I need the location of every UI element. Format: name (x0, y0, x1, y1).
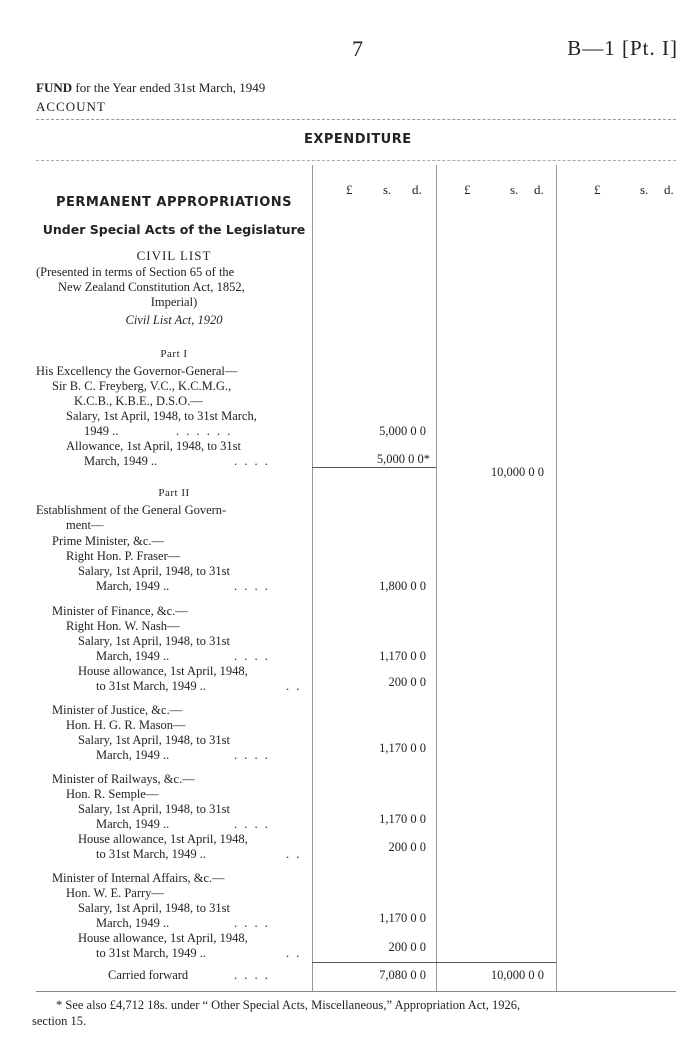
fund-title (36, 80, 265, 96)
internal-affairs-line-2: Hon. W. E. Parry— (66, 886, 164, 900)
internal-affairs-line-3: Salary, 1st April, 1948, to 31st (78, 901, 230, 915)
civil-list-heading: CIVIL LIST (136, 248, 212, 263)
governor-allowance-amount: 5,000 0 0* (376, 452, 430, 466)
presented-line-2: New Zealand Constitution Act, 1852, (58, 280, 245, 294)
railways-line-1: Minister of Railways, &c.— (52, 772, 195, 786)
justice-line-4: March, 1949 .. (96, 748, 170, 762)
col1-pence: d. (412, 182, 422, 197)
finance-salary-amount: 1,170 0 0 (379, 649, 426, 663)
justice-amount: 1,170 0 0 (379, 741, 426, 755)
allowance-leader: . . . . (234, 454, 270, 468)
column-divider-3 (556, 165, 557, 991)
salary-line-1: Salary, 1st April, 1948, to 31st March, (66, 409, 257, 423)
finance-line-4: March, 1949 .. (96, 649, 170, 663)
special-acts-heading: Under Special Acts of the Legislature (42, 222, 306, 237)
col3-pence: d. (664, 182, 674, 197)
col1-shilling: s. (383, 182, 392, 197)
prime-minister-line-1: Prime Minister, &c.— (52, 534, 164, 548)
page-number: 7 (352, 36, 363, 61)
col3-pound: £ (594, 182, 601, 197)
carried-forward-col1: 7,080 0 0 (379, 968, 426, 982)
footnote-rule (36, 991, 676, 992)
justice-line-2: Hon. H. G. R. Mason— (66, 718, 186, 732)
col1-pound: £ (346, 182, 353, 197)
governor-salary-amount: 5,000 0 0 (379, 424, 426, 438)
governor-line-3: K.C.B., K.B.E., D.S.O.— (74, 394, 203, 408)
finance-line-6: to 31st March, 1949 .. (96, 679, 207, 693)
establishment-line-2: ment— (66, 518, 104, 532)
justice-line-1: Minister of Justice, &c.— (52, 703, 183, 717)
prime-minister-leader: . . . . (234, 579, 270, 593)
allowance-line-1: Allowance, 1st April, 1948, to 31st (66, 439, 241, 453)
finance-leader-2: . . (286, 679, 302, 693)
finance-house-amount: 200 0 0 (388, 675, 426, 689)
internal-affairs-leader-2: . . (286, 946, 302, 960)
prime-minister-line-4: March, 1949 .. (96, 579, 170, 593)
justice-line-3: Salary, 1st April, 1948, to 31st (78, 733, 230, 747)
part-1-subtotal-rule (312, 467, 436, 468)
civil-list-act: Civil List Act, 1920 (125, 313, 223, 327)
railways-line-6: to 31st March, 1949 .. (96, 847, 207, 861)
prime-minister-line-3: Salary, 1st April, 1948, to 31st (78, 564, 230, 578)
allowance-line-2: March, 1949 .. (84, 454, 158, 468)
railways-line-4: March, 1949 .. (96, 817, 170, 831)
internal-affairs-line-4: March, 1949 .. (96, 916, 170, 930)
carried-forward-leader: . . . . (234, 968, 270, 982)
fund-title-bold: FUND (36, 80, 73, 95)
internal-affairs-house-amount: 200 0 0 (388, 940, 426, 954)
railways-line-3: Salary, 1st April, 1948, to 31st (78, 802, 230, 816)
internal-affairs-salary-amount: 1,170 0 0 (379, 911, 426, 925)
establishment-line-1: Establishment of the General Govern- (36, 503, 227, 517)
carried-forward-rule (312, 962, 556, 963)
footnote-line-2: section 15. (32, 1014, 87, 1028)
internal-affairs-line-1: Minister of Internal Affairs, &c.— (52, 871, 225, 885)
table-top-rule (36, 160, 676, 161)
account-label: ACCOUNT (36, 99, 106, 114)
part-1-subtotal: 10,000 0 0 (490, 465, 544, 479)
expenditure-heading: EXPENDITURE (304, 132, 412, 147)
salary-leader: . . . . . . (176, 424, 233, 438)
column-divider-2 (436, 165, 437, 991)
internal-affairs-line-5: House allowance, 1st April, 1948, (78, 931, 248, 945)
prime-minister-amount: 1,800 0 0 (379, 579, 426, 593)
col2-shilling: s. (510, 182, 519, 197)
governor-line-2: Sir B. C. Freyberg, V.C., K.C.M.G., (52, 379, 232, 393)
col2-pound: £ (464, 182, 471, 197)
part-reference: B—1 [Pt. I] (567, 36, 678, 60)
finance-line-3: Salary, 1st April, 1948, to 31st (78, 634, 230, 648)
railways-leader-1: . . . . (234, 817, 270, 831)
finance-leader-1: . . . . (234, 649, 270, 663)
finance-line-1: Minister of Finance, &c.— (52, 604, 188, 618)
footnote-line-1: * See also £4,712 18s. under “ Other Special Acts, Miscellaneous,” Appropriation Act, 1926, (56, 998, 521, 1012)
col2-pence: d. (534, 182, 544, 197)
column-divider-1 (312, 165, 313, 991)
permanent-appropriations-heading: PERMANENT APPROPRIATIONS (55, 195, 293, 210)
part-2-heading: Part II (158, 487, 190, 499)
salary-line-2: 1949 .. (84, 424, 119, 438)
railways-line-5: House allowance, 1st April, 1948, (78, 832, 248, 846)
railways-house-amount: 200 0 0 (388, 840, 426, 854)
railways-leader-2: . . (286, 847, 302, 861)
finance-line-5: House allowance, 1st April, 1948, (78, 664, 248, 678)
governor-line-1: His Excellency the Governor-General— (36, 364, 238, 378)
finance-line-2: Right Hon. W. Nash— (66, 619, 180, 633)
col3-shilling: s. (640, 182, 649, 197)
prime-minister-line-2: Right Hon. P. Fraser— (66, 549, 181, 563)
carried-forward-label: Carried forward (108, 968, 189, 982)
justice-leader: . . . . (234, 748, 270, 762)
railways-salary-amount: 1,170 0 0 (379, 812, 426, 826)
presented-line-3: Imperial) (150, 295, 198, 309)
fund-title-rest: for the Year ended 31st March, 1949 (75, 80, 266, 95)
header-rule (36, 119, 676, 120)
internal-affairs-line-6: to 31st March, 1949 .. (96, 946, 207, 960)
internal-affairs-leader-1: . . . . (234, 916, 270, 930)
railways-line-2: Hon. R. Semple— (66, 787, 159, 801)
carried-forward-col2: 10,000 0 0 (490, 968, 544, 982)
part-1-heading: Part I (160, 348, 188, 360)
presented-line-1: (Presented in terms of Section 65 of the (36, 265, 235, 279)
